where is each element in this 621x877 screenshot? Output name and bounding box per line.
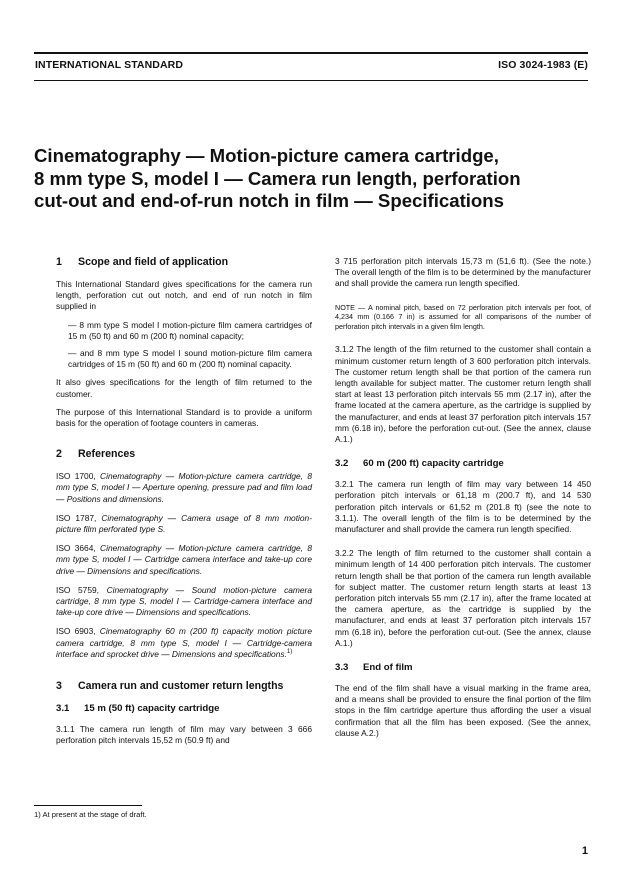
title-line-3: cut-out and end-of-run notch in film — Specifications (34, 190, 504, 211)
subsection-title: 15 m (50 ft) capacity cartridge (84, 703, 220, 715)
section-1-heading (56, 256, 312, 269)
reference-item (56, 513, 312, 535)
reference-title: Cinematography — Motion-picture camera cartridge, 8 mm type S, model I — Cartridge camera interface and take-up core drive — Dimensions and specifications. (56, 543, 312, 576)
reference-code: ISO 5759, (56, 584, 99, 595)
reference-item (56, 626, 312, 660)
header-rule-top (34, 52, 588, 54)
clause-3-2-2: 3.2.2 The length of film returned to the customer shall contain a minimum length of 14 400 perforation pitch intervals. The customer return length shall be that portion of the camera run length available for subject matter. The customer return length starts at least 13 perforation pitch intervals 55 mm (2.17 in), after the frame located at the camera aperture, as the cartridge is supplied by the manufacturer, and ends at least 37 perforation pitch intervals 157 mm (6.18 in), before the perforation cut-out. (See the annex, clause A.1.) (335, 548, 591, 648)
title-line-2: 8 mm type S, model I — Camera run length, perforation (34, 167, 521, 189)
clause-3-1-2: 3.1.2 The length of the film returned to the customer shall contain a minimum customer return length of 3 600 perforation pitch intervals. The customer return length shall be that portion of the camera run length available for subject matter. The customer return length shall start at least 13 perforation pitch intervals 55 mm (2.17 in), after the frame located at the camera aperture, as the cartridge is supplied by the manufacturer, and ends at least 37 perforation pitch intervals 157 mm (6.18 in), before the perforation cut-out. (See the annex, clause A.1.) (335, 344, 591, 445)
note: NOTE — A nominal pitch, based on 72 perforation pitch intervals per foot, of 4,234 mm (0.166 7 in) is assumed for all comparisons of the number of perforation pitch intervals in a given film length. (335, 302, 591, 331)
reference-title: Cinematography — Motion-picture camera cartridge, 8 mm type S, model I — Aperture opening, pressure pad and film load — Positions and dimensions. (56, 471, 312, 504)
section-1-intro: This International Standard gives specifications for the camera run length, perforation cut out notch, and end of run notch in film supplied in (56, 279, 312, 312)
footnote: 1) At present at the stage of draft. (34, 810, 147, 819)
section-title: References (78, 448, 136, 461)
reference-item (56, 471, 312, 505)
reference-code: ISO 1787, (56, 512, 97, 523)
subsection-number: 3.2 (335, 458, 349, 470)
clause-3-3: The end of the film shall have a visual marking in the frame area, and a means shall be provided to ensure the final portion of the film stops in the film cartridge aperture thus affording the user a visual confirmation that all the film has been exposed. (See the annex, clause A.2.) (335, 683, 591, 738)
subsection-number: 3.1 (56, 703, 70, 715)
reference-code: ISO 3664, (56, 543, 96, 554)
footnote-rule (34, 805, 142, 806)
footnote-marker: 1) (286, 649, 293, 656)
subsection-title: End of film (363, 662, 413, 674)
title-line-1: Cinematography — Motion-picture camera cartridge, (34, 145, 499, 166)
doc-type-label: INTERNATIONAL STANDARD (35, 59, 184, 71)
left-column (56, 256, 312, 753)
section-2-heading (56, 448, 312, 461)
page-number: 1 (581, 845, 588, 857)
clause-3-1-1: 3.1.1 The camera run length of film may vary between 3 666 perforation pitch intervals 15,52 m (50.9 ft) and (56, 724, 312, 746)
clause-3-1-1-continued: 3 715 perforation pitch intervals 15,73 m (51,6 ft). (See the note.) The overall length of the film is to be determined by the manufacturer and shall provide the camera run length specified. (335, 256, 591, 289)
reference-code: ISO 6903, (56, 626, 96, 637)
section-1-para-3: The purpose of this International Standard is to provide a uniform basis for the operation of footage counters in cameras. (56, 406, 312, 429)
section-1-para-2: It also gives specifications for the length of film returned to the customer. (56, 377, 312, 399)
clause-3-2-1: 3.2.1 The camera run length of film may vary between 14 450 perforation pitch intervals or 61,18 m (200.7 ft), and 14 530 perforation pitch intervals or 61,52 m (201.8 ft) (see the note to 3.1.1). The overall length of the film is to be determined by the manufacturer and shall provide the camera run length specified. (335, 479, 591, 535)
reference-title: Cinematography — Sound motion-picture camera cartridge, 8 mm type S, model I — Cartridge-camera interface and take-up core drive — Dimensions and specifications. (56, 584, 313, 618)
right-column (335, 256, 591, 746)
list-item: — 8 mm type S model I motion-picture film camera cartridges of 15 m (50 ft) and 60 m (200 ft) nominal capacity; (68, 319, 312, 341)
page-title (34, 145, 594, 213)
section-3-heading (56, 680, 312, 693)
section-title: Camera run and customer return lengths (78, 680, 284, 693)
subsection-title: 60 m (200 ft) capacity cartridge (363, 458, 504, 470)
section-title: Scope and field of application (78, 256, 229, 268)
subsection-3-3-heading (335, 662, 591, 674)
section-number: 2 (56, 448, 62, 461)
scope-list (68, 320, 312, 371)
reference-item (56, 543, 312, 577)
reference-title: Cinematography 60 m (200 ft) capacity motion picture camera cartridge, 8 mm type S, model I — Cartridge-camera interface and sprocket drive — Dimensions and specifications. (56, 626, 313, 659)
header-rule-bottom (34, 80, 588, 81)
subsection-3-1-heading (56, 703, 312, 715)
reference-code: ISO 1700, (56, 471, 96, 482)
section-number: 1 (56, 256, 62, 268)
reference-item (56, 585, 312, 619)
reference-title: Cinematography — Camera usage of 8 mm motion-picture film perforated type S. (56, 512, 313, 535)
doc-number: ISO 3024-1983 (E) (498, 59, 588, 71)
subsection-3-2-heading (335, 458, 591, 470)
subsection-number: 3.3 (335, 662, 349, 674)
section-number: 3 (56, 680, 62, 693)
list-item: — and 8 mm type S model I sound motion-picture film camera cartridges of 15 m (50 ft) and 60 m (200 ft) nominal capacity. (68, 348, 312, 370)
